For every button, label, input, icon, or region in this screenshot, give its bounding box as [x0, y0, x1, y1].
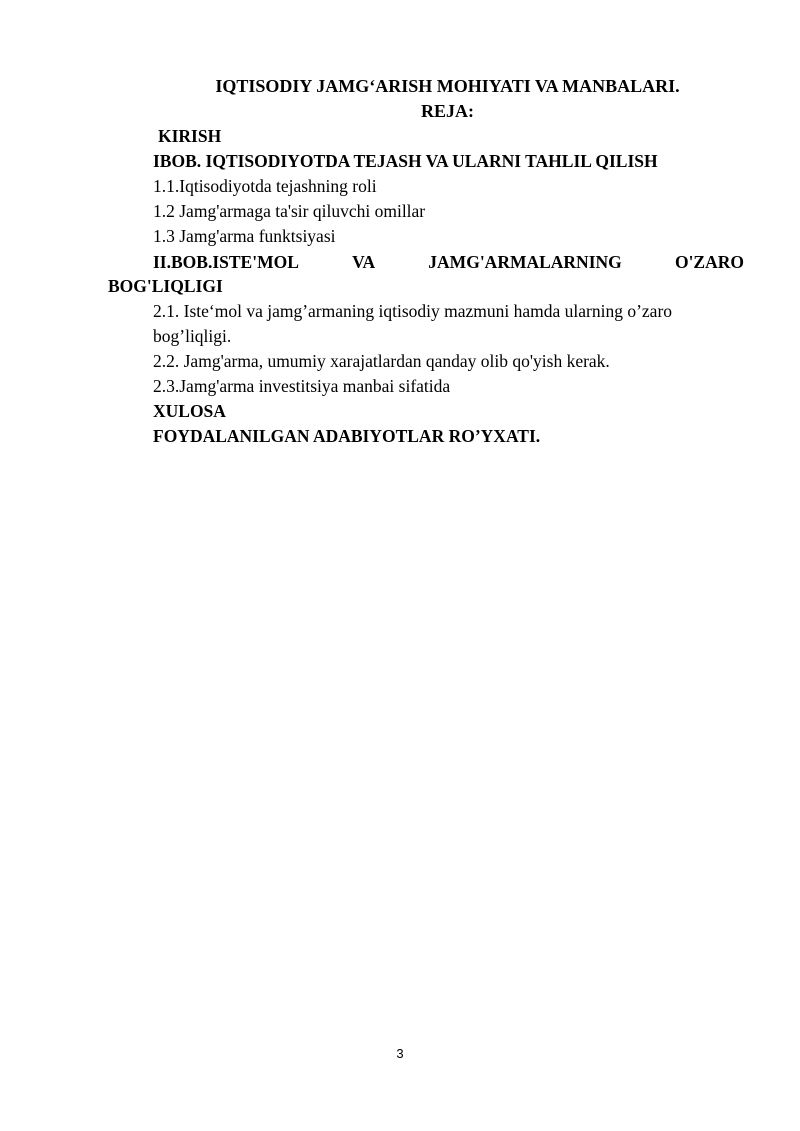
toc-conclusion: XULOSA [153, 401, 226, 421]
toc-chapter2-word: VA [352, 252, 376, 272]
toc-chapter2-word: JAMG'ARMALARNING [428, 252, 622, 272]
toc-references: FOYDALANILGAN ADABIYOTLAR RO’YXATI. [153, 426, 541, 446]
toc-item-1-3: 1.3 Jamg'arma funktsiyasi [153, 226, 336, 246]
toc-item-2-2: 2.2. Jamg'arma, umumiy xarajatlardan qanday olib qo'yish kerak. [153, 351, 610, 371]
toc-chapter2-word: II.BOB.ISTE'MOL [153, 252, 299, 272]
toc-chapter2-word: O'ZARO [674, 252, 744, 272]
toc-item-1-1: 1.1.Iqtisodiyotda tejashning roli [153, 176, 377, 196]
toc-item-2-1-line2: bog’liqligi. [153, 326, 232, 346]
plan-heading: REJA: [421, 101, 474, 121]
toc-item-2-1-line1: 2.1. Iste‘mol va jamg’armaning iqtisodiy mazmuni hamda ularning o’zaro [153, 301, 673, 321]
toc-item-1-2: 1.2 Jamg'armaga ta'sir qiluvchi omillar [153, 201, 426, 221]
toc-intro: KIRISH [158, 126, 222, 146]
toc-chapter1-title: IBOB. IQTISODIYOTDA TEJASH VA ULARNI TAHLIL QILISH [153, 151, 658, 171]
toc-chapter2-title [153, 252, 744, 273]
toc-chapter2-title-continuation: BOG'LIQLIGI [108, 276, 223, 296]
toc-item-2-3: 2.3.Jamg'arma investitsiya manbai sifatida [153, 376, 451, 396]
document-title: IQTISODIY JAMG‘ARISH MOHIYATI VA MANBALARI. [215, 76, 680, 96]
page-number: 3 [396, 1046, 404, 1061]
